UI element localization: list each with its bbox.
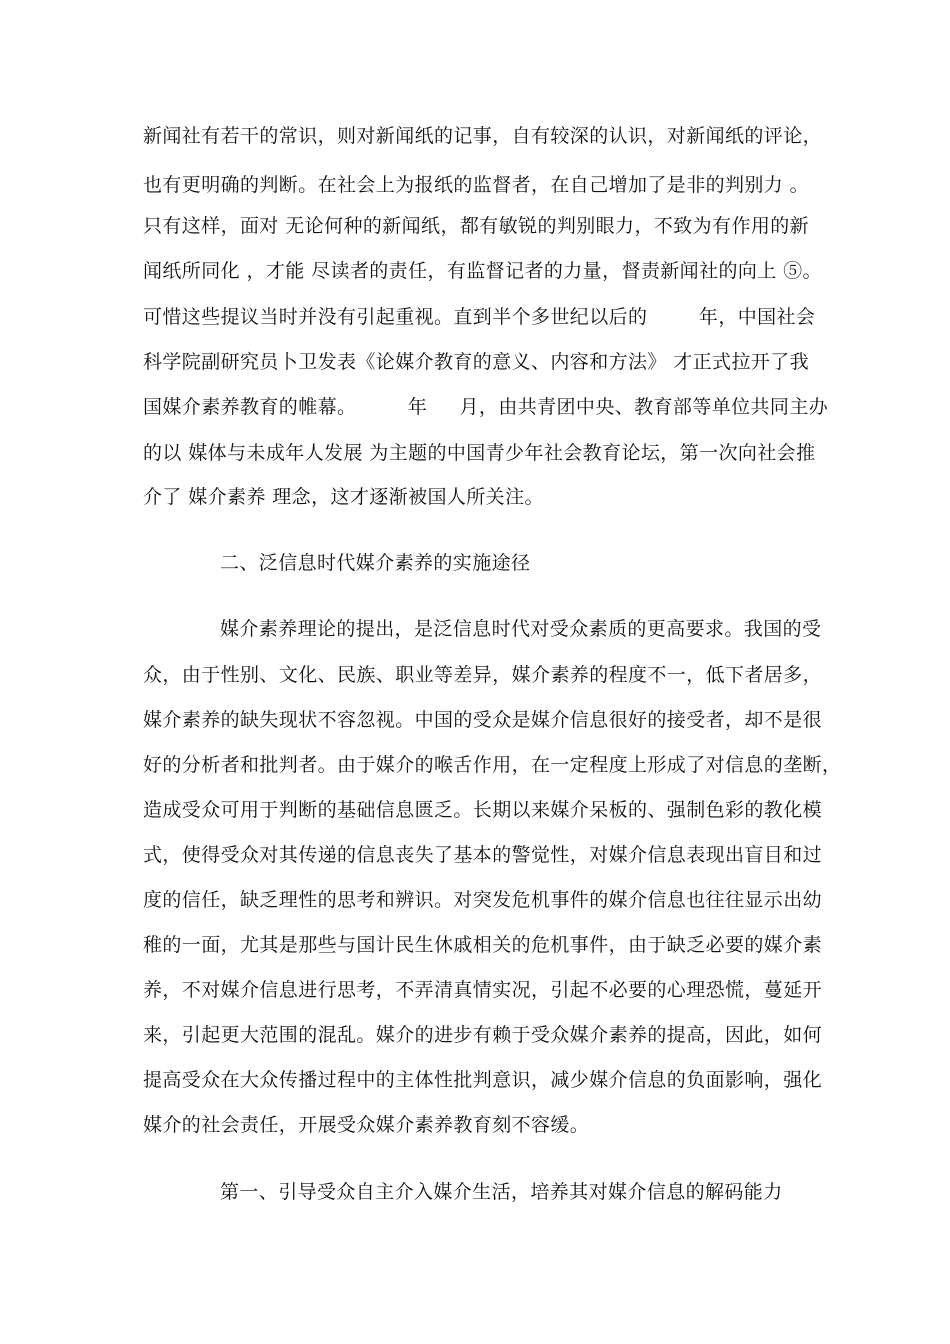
para2-line-3: 媒介素养的缺失现状不容忽视。中国的受众是媒介信息很好的接受者，却不是很	[143, 709, 823, 731]
para2-line-5: 造成受众可用于判断的基础信息匮乏。长期以来媒介呆板的、强制色彩的教化模	[143, 799, 823, 821]
para1-line-5: 可惜这些提议当时并没有引起重视。直到半个多世纪以后的 年，中国社会	[143, 306, 816, 328]
para1-line-9: 介了 媒介素养 理念，这才逐渐被国人所关注。	[143, 486, 544, 508]
para2-line-11: 提高受众在大众传播过程中的主体性批判意识，减少媒介信息的负面影响，强化	[143, 1069, 823, 1091]
subsection-heading: 第一、引导受众自主介入媒介生活，培养其对媒介信息的解码能力	[220, 1181, 783, 1203]
para1-line-4: 闻纸所同化 ，才能 尽读者的责任，有监督记者的力量，督责新闻社的向上 ⑤。	[143, 260, 822, 282]
para1-line-6: 科学院副研究员卜卫发表《论媒介教育的意义、内容和方法》 才正式拉开了我	[143, 351, 810, 373]
para1-line-7: 国媒介素养教育的帷幕。 年 月，由共青团中央、教育部等单位共同主办	[143, 396, 829, 418]
section-heading: 二、泛信息时代媒介素养的实施途径	[220, 552, 531, 574]
para2-line-9: 养，不对媒介信息进行思考，不弄清真情实况，引起不必要的心理恐慌，蔓延开	[143, 979, 823, 1001]
para2-line-6: 式，使得受众对其传递的信息丧失了基本的警觉性，对媒介信息表现出盲目和过	[143, 844, 823, 866]
para2-line-10: 来，引起更大范围的混乱。媒介的进步有赖于受众媒介素养的提高，因此，如何	[143, 1024, 823, 1046]
para2-line-8: 稚的一面，尤其是那些与国计民生休戚相关的危机事件，由于缺乏必要的媒介素	[143, 934, 823, 956]
para2-line-1: 媒介素养理论的提出，是泛信息时代对受众素质的更高要求。我国的受	[220, 618, 822, 640]
para2-line-7: 度的信任，缺乏理性的思考和辨识。对突发危机事件的媒介信息也往往显示出幼	[143, 889, 823, 911]
para2-line-12: 媒介的社会责任，开展受众媒介素养教育刻不容缓。	[143, 1114, 590, 1136]
para1-line-1: 新闻社有若干的常识，则对新闻纸的记事，自有较深的认识，对新闻纸的评论，	[143, 125, 823, 147]
para1-line-8: 的以 媒体与未成年人发展 为主题的中国青少年社会教育论坛，第一次向社会推	[143, 442, 816, 464]
para1-line-3: 只有这样，面对 无论何种的新闻纸，都有敏锐的判别眼力，不致为有作用的新	[143, 215, 810, 237]
para1-line-2: 也有更明确的判断。在社会上为报纸的监督者，在自己增加了是非的判别力 。	[143, 174, 810, 196]
para2-line-4: 好的分析者和批判者。由于媒介的喉舌作用，在一定程度上形成了对信息的垄断，	[143, 754, 842, 776]
para2-line-2: 众，由于性别、文化、民族、职业等差异，媒介素养的程度不一，低下者居多，	[143, 664, 823, 686]
